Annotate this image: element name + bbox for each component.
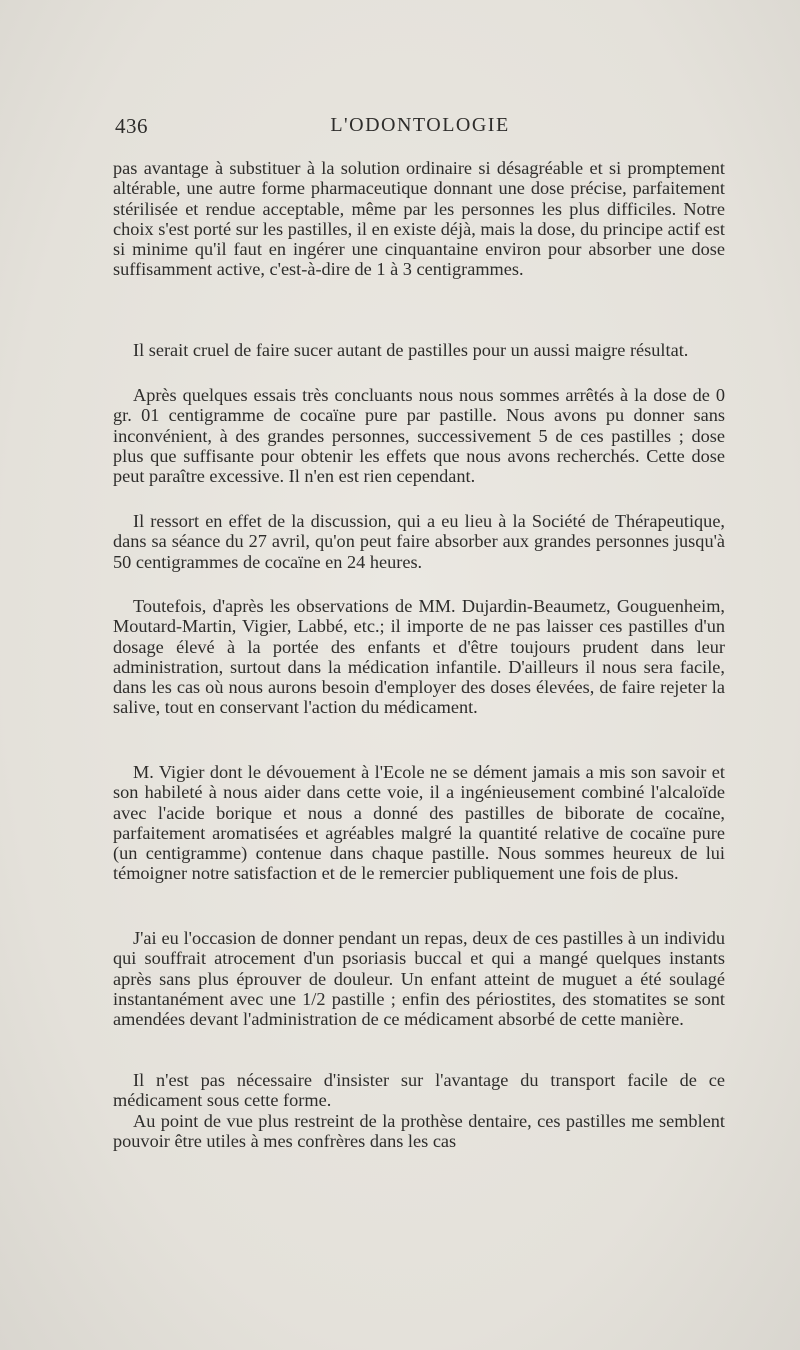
running-title: L'ODONTOLOGIE [330, 114, 510, 136]
page-header [115, 114, 725, 144]
paragraph-2: Il serait cruel de faire sucer autant de pastilles pour un aussi maigre résultat. [133, 340, 689, 360]
paragraph-7: J'ai eu l'occasion de donner pendant un repas, deux de ces pastilles à un individu qui souffrait atrocement d'un psoriasis buccal et qui a mangé quelques instants après sans plus éprouver de douleur. Un enfant atteint de muguet a été soulagé instantanément avec une 1/2 pastille ; enfin des périostites, des stomatites se sont amendées devant l'administration de ce médicament absorbé de cette manière. [113, 928, 725, 1030]
paragraph-4: Il ressort en effet de la discussion, qui a eu lieu à la Société de Thérapeutique, dans sa séance du 27 avril, qu'on peut faire absorber aux grandes personnes jusqu'à 50 centigrammes de cocaïne en 24 heures. [113, 511, 725, 572]
page-number: 436 [115, 114, 148, 138]
body-text [113, 158, 725, 1152]
paragraph-5: Toutefois, d'après les observations de MM. Dujardin-Beaumetz, Gouguenheim, Moutard-Martin, Vigier, Labbé, etc.; il importe de ne pas laisser ces pastilles d'un dosage élevé à la portée des enfants et d'être toujours prudent dans leur administration, surtout dans la médication infantile. D'ailleurs il nous sera facile, dans les cas où nous aurons besoin d'employer des doses élevées, de faire rejeter la salive, tout en conservant l'action du médicament. [113, 596, 725, 718]
paragraph-1: pas avantage à substituer à la solution ordinaire si désagréable et si promptement altérable, une autre forme pharmaceutique donnant une dose précise, parfaitement stérilisée et rendue acceptable, même par les personnes les plus difficiles. Notre choix s'est porté sur les pastilles, il en existe déjà, mais la dose, du principe actif est si minime qu'il faut en ingérer une cinquantaine environ pour absorber une dose suffisamment active, c'est-à-dire de 1 à 3 centigrammes. [113, 158, 725, 280]
paragraph-8: Il n'est pas nécessaire d'insister sur l'avantage du transport facile de ce médicament sous cette forme. [113, 1070, 725, 1111]
paragraph-6: M. Vigier dont le dévouement à l'Ecole ne se dément jamais a mis son savoir et son habileté à nous aider dans cette voie, il a ingénieusement combiné l'alcaloïde avec l'acide borique et nous a donné des pastilles de biborate de cocaïne, parfaitement aromatisées et agréables malgré la quantité relative de cocaïne pure (un centigramme) contenue dans chaque pastille. Nous sommes heureux de lui témoigner notre satisfaction et de le remercier publiquement une fois de plus. [113, 762, 725, 884]
paragraph-3: Après quelques essais très concluants nous nous sommes arrêtés à la dose de 0 gr. 01 centigramme de cocaïne pure par pastille. Nous avons pu donner sans inconvénient, à des grandes personnes, successivement 5 de ces pastilles ; dose plus que suffisante pour obtenir les effets que nous avons recherchés. Cette dose peut paraître excessive. Il n'en est rien cependant. [113, 385, 725, 487]
paragraph-9: Au point de vue plus restreint de la prothèse dentaire, ces pastilles me semblent pouvoir être utiles à mes confrères dans les cas [113, 1111, 725, 1152]
